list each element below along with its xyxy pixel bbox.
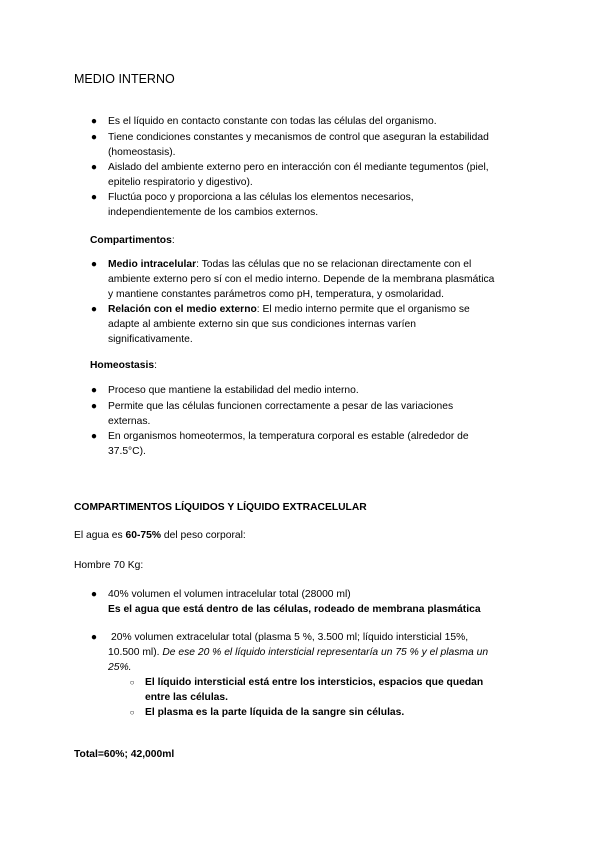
compartimentos-heading <box>90 233 175 248</box>
extracelular-italic-line: 25%. <box>108 662 132 673</box>
term-medio-intracelular: Medio intracelular <box>108 259 197 270</box>
bullet-marker: ● <box>90 132 98 143</box>
term-relacion-medio-externo: Relación con el medio externo <box>108 304 257 315</box>
sub-item-line: entre las células. <box>145 692 228 703</box>
bullet-marker: ● <box>90 116 98 127</box>
term-description: : El medio interno permite que el organismo se <box>256 304 470 315</box>
heading-colon: : <box>154 360 157 371</box>
list-item-line: Es el líquido en contacto constante con todas las células del organismo. <box>108 116 437 127</box>
agua-prefix: El agua es <box>74 530 126 541</box>
list-item-line: Permite que las células funcionen correctamente a pesar de las variaciones <box>108 401 454 412</box>
bullet-marker: ● <box>90 385 98 396</box>
agua-percentage: 60-75% <box>125 530 162 541</box>
list-item-line: En organismos homeotermos, la temperatura corporal es estable (alrededor de <box>108 431 469 442</box>
intracelular-bold-line: Es el agua que está dentro de las células, rodeado de membrana plasmática <box>108 604 481 615</box>
list-item-line: significativamente. <box>108 334 193 345</box>
list-item-line: y mantiene constantes parámetros como pH, temperatura, y osmolaridad. <box>108 289 444 300</box>
heading-colon: : <box>171 235 175 246</box>
extracelular-plain: 10.500 ml). <box>108 647 163 658</box>
extracelular-italic: De ese 20 % el líquido intersticial representaría un 75 % y el plasma un <box>162 647 489 658</box>
extracelular-line <box>108 645 488 660</box>
list-item-line: Proceso que mantiene la estabilidad del medio interno. <box>108 385 359 396</box>
list-item-line: Fluctúa poco y proporciona a las células los elementos necesarios, <box>108 192 414 203</box>
bullet-marker: ● <box>90 162 98 173</box>
agua-suffix: del peso corporal: <box>161 530 246 541</box>
list-item-line: Aislado del ambiente externo pero en interacción con él mediante tegumentos (piel, <box>108 162 489 173</box>
heading-text: Compartimentos <box>90 235 172 246</box>
list-item-line <box>108 302 470 317</box>
bullet-marker: ● <box>90 431 98 442</box>
sub-item-line: El plasma es la parte líquida de la sangre sin células. <box>145 707 405 718</box>
list-item-line: (homeostasis). <box>108 147 176 158</box>
extracelular-line: 20% volumen extracelular total (plasma 5 %, 3.500 ml; líquido intersticial 15%, <box>111 632 469 643</box>
list-item-line: independientemente de los cambios externos. <box>108 207 319 218</box>
bullet-marker: ● <box>90 632 98 643</box>
list-item-line: Tiene condiciones constantes y mecanismos de control que aseguran la estabilidad <box>108 132 489 143</box>
sub-bullet-marker: ○ <box>129 708 135 717</box>
list-item-line: adapte al ambiente externo sin que sus condiciones internas varíen <box>108 319 416 330</box>
bullet-marker: ● <box>90 589 98 600</box>
section-title-medio-interno: MEDIO INTERNO <box>74 72 175 86</box>
hombre-line: Hombre 70 Kg: <box>74 560 144 571</box>
list-item-line <box>108 257 471 272</box>
bullet-marker: ● <box>90 259 98 270</box>
bullet-marker: ● <box>90 401 98 412</box>
term-description: : Todas las células que no se relacionan directamente con el <box>196 259 472 270</box>
intracelular-line: 40% volumen el volumen intracelular total (28000 ml) <box>108 589 351 600</box>
list-item-line: 37.5°C). <box>108 446 146 457</box>
section-title-compartimentos-liquidos: COMPARTIMENTOS LÍQUIDOS Y LÍQUIDO EXTRACELULAR <box>74 502 367 513</box>
agua-porcentaje-line <box>74 528 246 543</box>
sub-item-line: El líquido intersticial está entre los intersticios, espacios que quedan <box>145 677 484 688</box>
total-line: Total=60%; 42,000ml <box>74 749 175 760</box>
homeostasis-heading <box>90 358 157 373</box>
bullet-marker: ● <box>90 304 98 315</box>
list-item-line: externas. <box>108 416 151 427</box>
heading-text: Homeostasis <box>90 360 155 371</box>
bullet-marker: ● <box>90 192 98 203</box>
sub-bullet-marker: ○ <box>129 678 135 687</box>
list-item-line: epitelio respiratorio y digestivo). <box>108 177 253 188</box>
list-item-line: ambiente externo pero sí con el medio interno. Depende de la membrana plasmática <box>108 274 495 285</box>
